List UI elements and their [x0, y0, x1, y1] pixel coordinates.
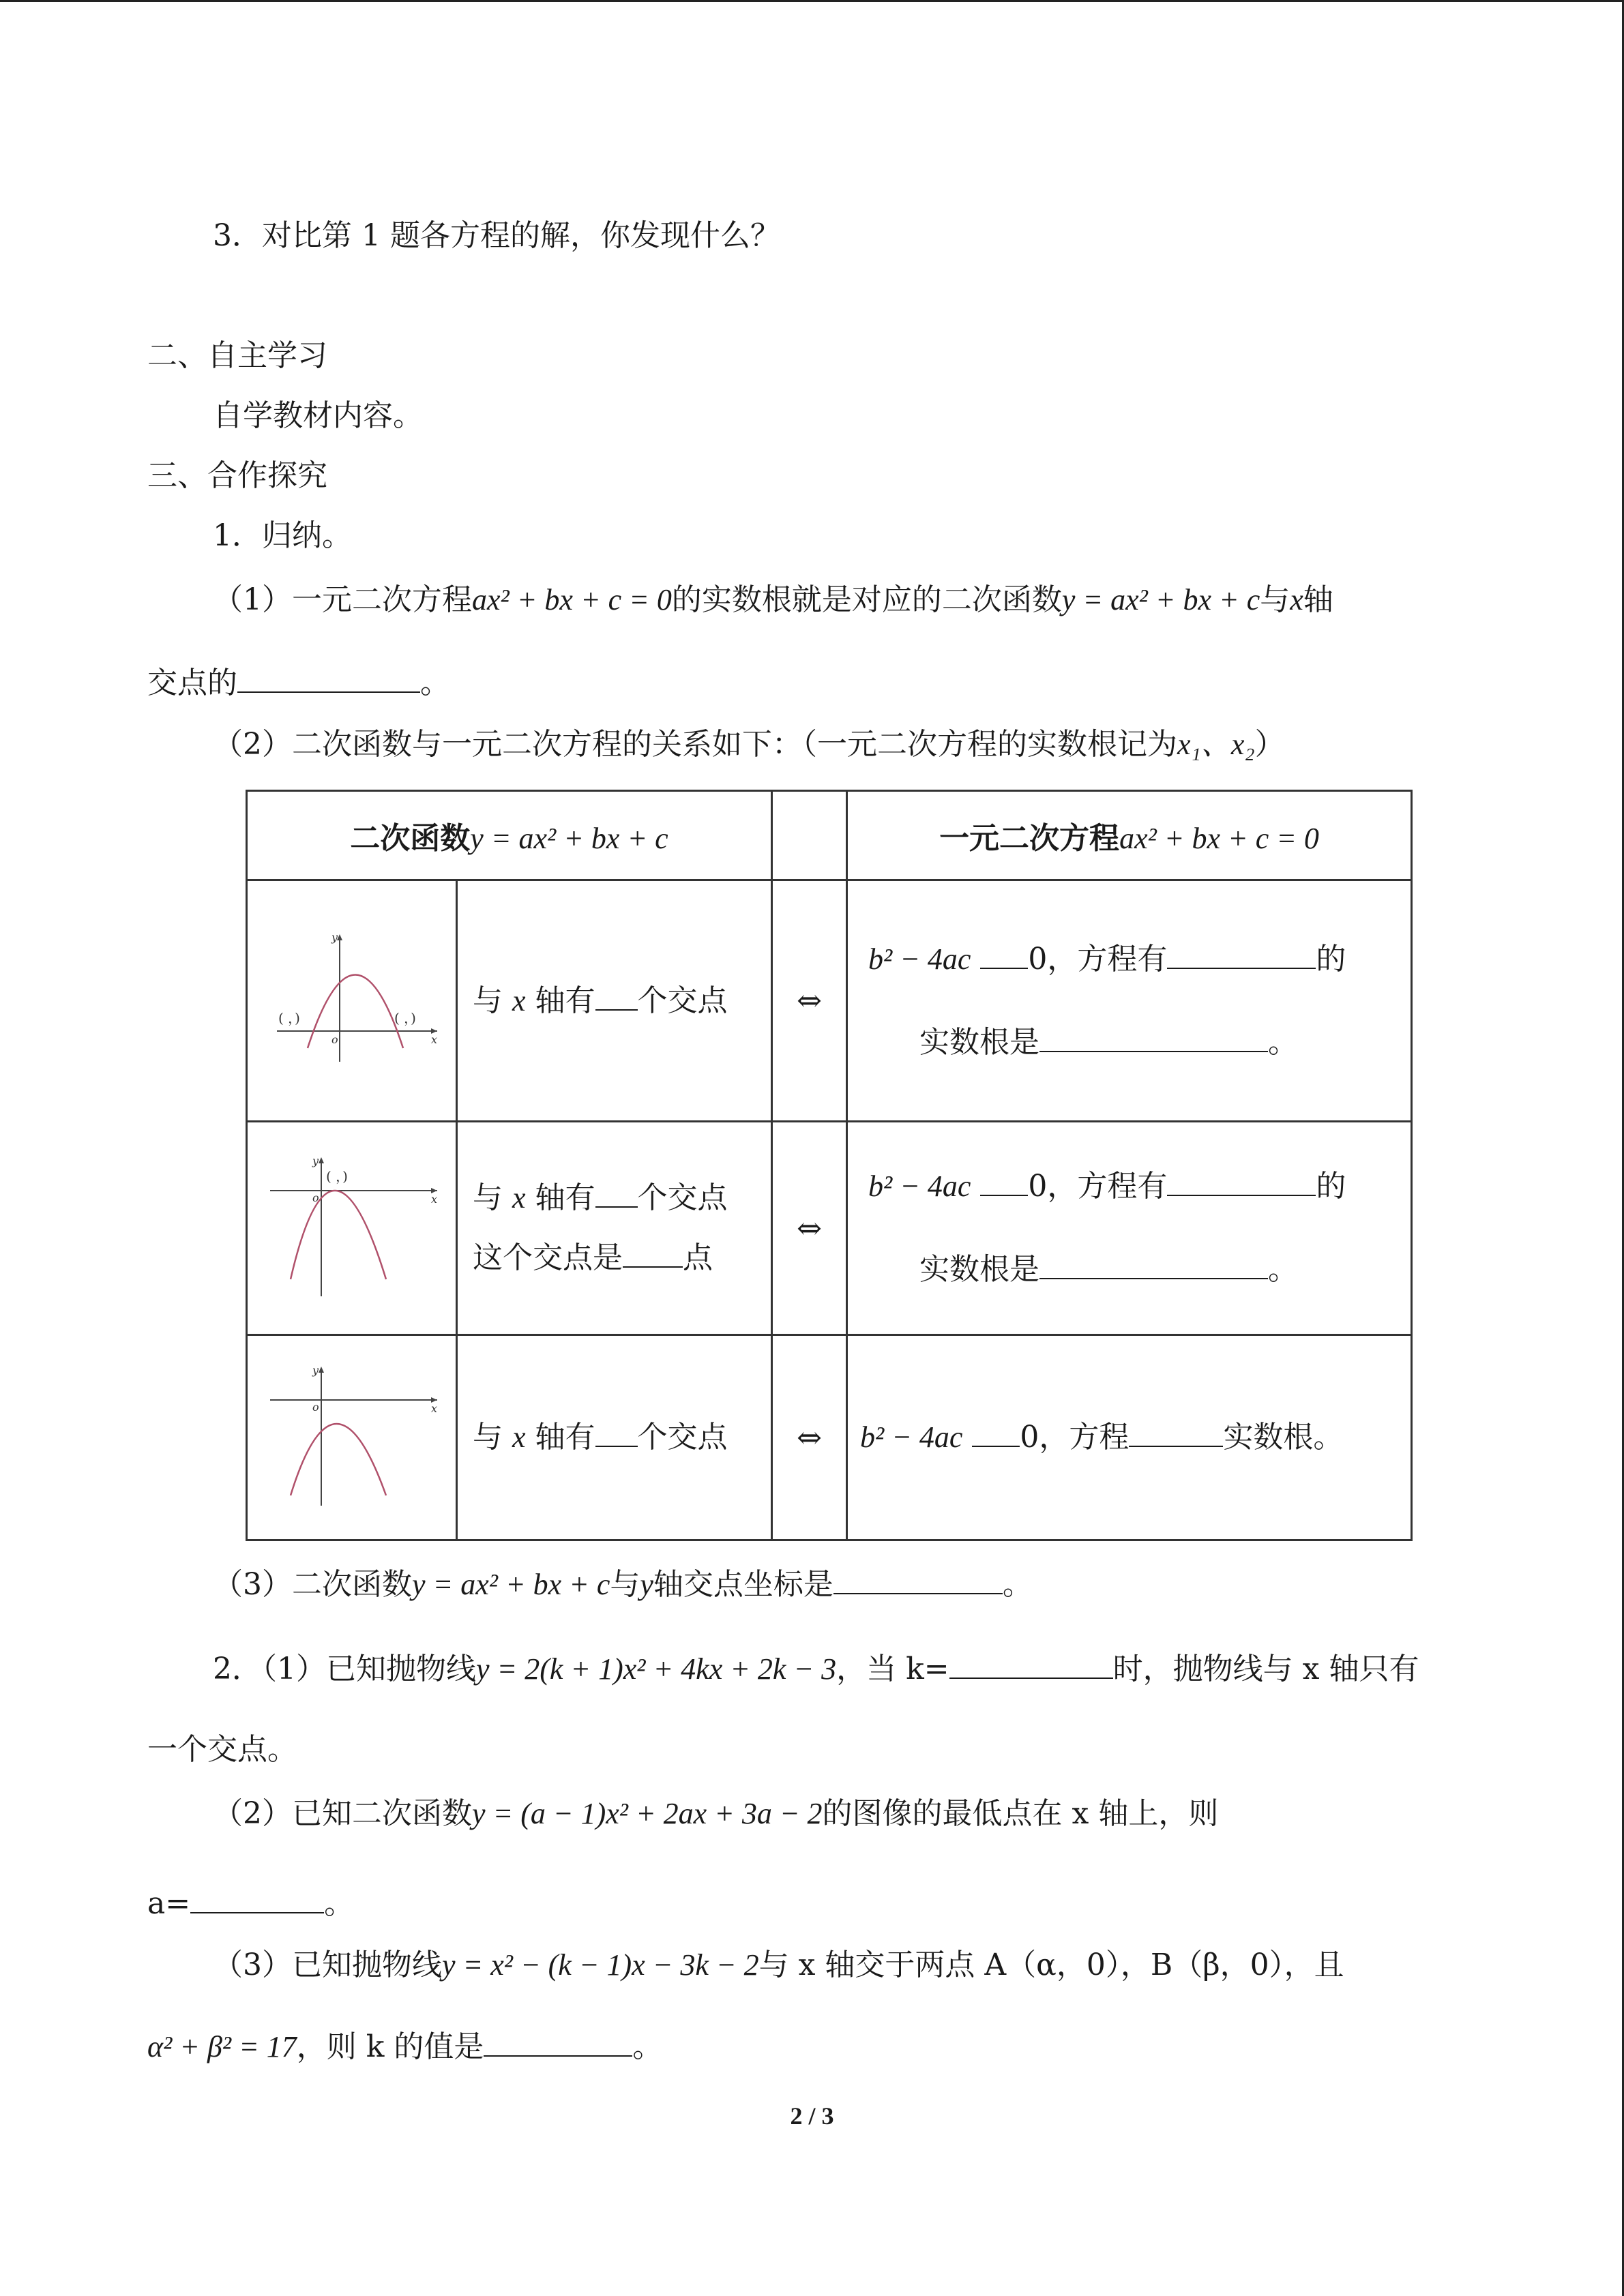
answer-blank[interactable]: [484, 2025, 632, 2057]
equiv-arrow-3: ⇔: [772, 1335, 847, 1540]
table-header-empty: [772, 791, 847, 880]
question-2-part3: （3）已知抛物线y = x² − (k − 1)x − 3k − 2与 x 轴交于两点 A（α，0），B（β，0），且: [213, 1948, 1344, 1982]
equation-condition-2: b² − 4ac 0，方程有 的 实数根是 。: [847, 1122, 1412, 1335]
graph-two-intersections: [247, 880, 457, 1122]
sign-blank[interactable]: [972, 1416, 1020, 1447]
sign-blank[interactable]: [980, 938, 1028, 969]
para-3: （3）二次函数y = ax² + bx + c与y轴交点坐标是 。: [213, 1563, 1033, 1605]
roots-blank[interactable]: [1039, 1248, 1268, 1279]
table-header-function: 二次函数y = ax² + bx + c: [247, 791, 772, 880]
desc-one-intersection: 与 x 轴有 个交点 这个交点是 点: [457, 1122, 772, 1335]
svg-text:o: o: [312, 1191, 319, 1204]
svg-text:o: o: [331, 1033, 338, 1046]
relation-table: [246, 790, 1413, 1541]
svg-text:o: o: [312, 1400, 319, 1414]
function-1: y = ax² + bx + c: [1061, 583, 1260, 616]
roots-blank[interactable]: [1039, 1021, 1268, 1052]
equation-condition-1: b² − 4ac 0，方程有 的 实数根是 。: [847, 880, 1412, 1122]
parabola-graph-3: [263, 1359, 441, 1509]
para-1-line1: （1）一元二次方程ax² + bx + c = 0的实数根就是对应的二次函数y = ax² + bx + c与x轴: [213, 582, 1333, 617]
question-2-part2-cont: a= 。: [147, 1882, 354, 1924]
equation-condition-3: b² − 4ac 0，方程 实数根。: [847, 1335, 1412, 1540]
svg-text:y: y: [312, 1154, 319, 1167]
question-3: 3．对比第 1 题各方程的解，你发现什么？: [213, 218, 780, 253]
table-header-equation: 一元二次方程ax² + bx + c = 0: [847, 791, 1412, 880]
para-2: （2）二次函数与一元二次方程的关系如下：（一元二次方程的实数根记为x₁、x₂）: [213, 727, 1285, 762]
answer-blank[interactable]: [190, 1882, 324, 1913]
parabola-curve: [308, 975, 403, 1049]
root-exist-blank[interactable]: [1129, 1416, 1223, 1447]
para-1-line2: 交点的 。: [147, 661, 450, 704]
svg-text:( ，): ( ，): [394, 1010, 416, 1026]
sign-blank[interactable]: [980, 1165, 1028, 1196]
answer-blank[interactable]: [833, 1563, 1003, 1594]
svg-text:x: x: [430, 1401, 437, 1415]
equation-1: ax² + bx + c = 0: [472, 583, 672, 616]
question-2-part3-cont: α² + β² = 17，则 k 的值是 。: [147, 2025, 662, 2068]
count-blank[interactable]: [595, 1416, 638, 1447]
question-2-part1: 2．（1）已知抛物线y = 2(k + 1)x² + 4kx + 2k − 3，当 k= 时，抛物线与 x 轴只有: [213, 1648, 1419, 1690]
question-2-part2: （2）已知二次函数y = (a − 1)x² + 2ax + 3a − 2的图像的最低点在 x 轴上，则: [213, 1796, 1219, 1831]
parabola-graph-1: [263, 929, 441, 1065]
parabola-curve: [291, 1424, 386, 1495]
equiv-arrow-2: ⇔: [772, 1122, 847, 1335]
section-3-title: 三、合作探究: [147, 458, 327, 493]
section-2-text: 自学教材内容。: [213, 398, 423, 433]
section-2-title: 二、自主学习: [147, 338, 327, 373]
root-type-blank[interactable]: [1167, 1165, 1316, 1196]
svg-text:y: y: [331, 931, 338, 944]
count-blank[interactable]: [595, 1176, 638, 1208]
count-blank[interactable]: [595, 979, 638, 1011]
graph-one-intersection: [247, 1122, 457, 1335]
point-type-blank[interactable]: [623, 1236, 683, 1268]
answer-blank[interactable]: [949, 1648, 1113, 1679]
page-top-border: [0, 0, 1624, 2]
root-type-blank[interactable]: [1167, 938, 1316, 969]
equiv-arrow-1: ⇔: [772, 880, 847, 1122]
svg-text:( ，): ( ，): [278, 1010, 300, 1026]
question-2-part1-cont: 一个交点。: [147, 1732, 297, 1767]
section-3-sub1: 1．归纳。: [213, 518, 352, 553]
svg-text:x: x: [430, 1192, 437, 1206]
svg-text:( ，): ( ，): [325, 1167, 348, 1184]
desc-no-intersection: 与 x 轴有 个交点: [457, 1335, 772, 1540]
answer-blank[interactable]: [237, 661, 420, 693]
svg-text:x: x: [430, 1033, 437, 1046]
svg-text:y: y: [312, 1363, 319, 1377]
desc-two-intersections: 与 x 轴有 个交点: [457, 880, 772, 1122]
parabola-graph-2: [263, 1150, 441, 1300]
graph-no-intersection: [247, 1335, 457, 1540]
page-number: 2 / 3: [790, 2102, 834, 2130]
parabola-curve: [291, 1191, 386, 1279]
